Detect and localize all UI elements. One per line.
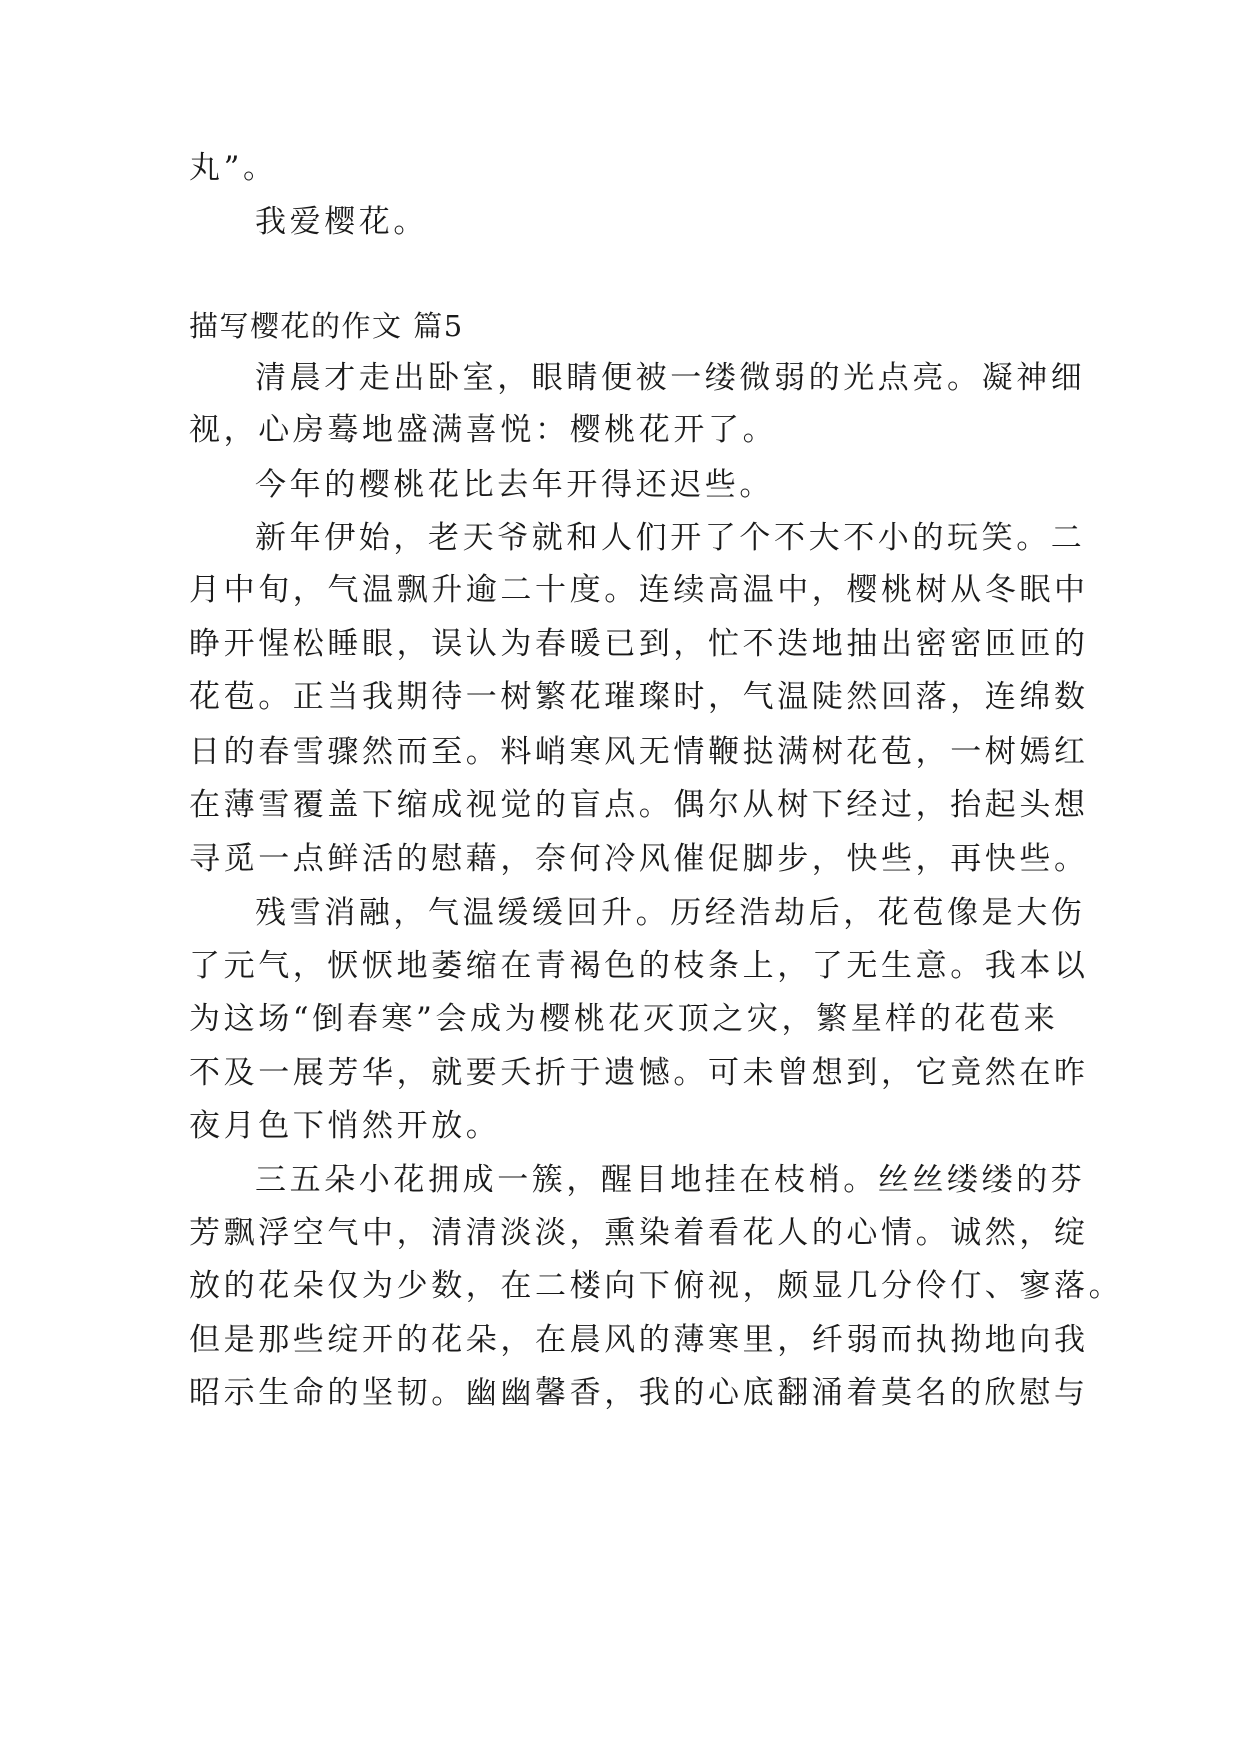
text-line: 新年伊始，老天爷就和人们开了个不大不小的玩笑。二	[255, 520, 1086, 556]
text-line: 今年的樱桃花比去年开得还迟些。	[255, 467, 774, 503]
text-line: 视，心房蓦地盛满喜悦：樱桃花开了。	[189, 412, 778, 448]
section-heading: 描写樱花的作文 篇5	[189, 309, 464, 343]
text-line: 芳飘浮空气中，清清淡淡，熏染着看花人的心情。诚然，绽	[189, 1215, 1089, 1251]
text-line: 但是那些绽开的花朵，在晨风的薄寒里，纤弱而执拗地向我	[189, 1322, 1089, 1358]
text-line: 为这场“倒春寒”会成为樱桃花灭顶之灾，繁星样的花苞来	[189, 1001, 1059, 1037]
text-line: 夜月色下悄然开放。	[189, 1108, 501, 1144]
text-line: 我爱樱花。	[255, 204, 428, 240]
text-line: 残雪消融，气温缓缓回升。历经浩劫后，花苞像是大伤	[255, 895, 1086, 931]
text-line: 放的花朵仅为少数，在二楼向下俯视，颇显几分伶仃、寥落。	[189, 1268, 1124, 1304]
text-line: 丸”。	[189, 150, 278, 186]
text-line: 日的春雪骤然而至。料峭寒风无情鞭挞满树花苞，一树嫣红	[189, 734, 1089, 770]
text-line: 不及一展芳华，就要夭折于遗憾。可未曾想到，它竟然在昨	[189, 1055, 1089, 1091]
text-line: 三五朵小花拥成一簇，醒目地挂在枝梢。丝丝缕缕的芬	[255, 1162, 1086, 1198]
text-line: 寻觅一点鲜活的慰藉，奈何冷风催促脚步，快些，再快些。	[189, 841, 1089, 877]
text-line: 睁开惺松睡眼，误认为春暖已到，忙不迭地抽出密密匝匝的	[189, 626, 1089, 662]
text-line: 清晨才走出卧室，眼睛便被一缕微弱的光点亮。凝神细	[255, 360, 1086, 396]
text-line: 花苞。正当我期待一树繁花璀璨时，气温陡然回落，连绵数	[189, 679, 1089, 715]
text-line: 在薄雪覆盖下缩成视觉的盲点。偶尔从树下经过，抬起头想	[189, 787, 1089, 823]
text-line: 了元气，恹恹地萎缩在青褐色的枝条上，了无生意。我本以	[189, 948, 1089, 984]
text-line: 月中旬，气温飘升逾二十度。连续高温中，樱桃树从冬眠中	[189, 572, 1089, 608]
text-line: 昭示生命的坚韧。幽幽馨香，我的心底翻涌着莫名的欣慰与	[189, 1375, 1089, 1411]
